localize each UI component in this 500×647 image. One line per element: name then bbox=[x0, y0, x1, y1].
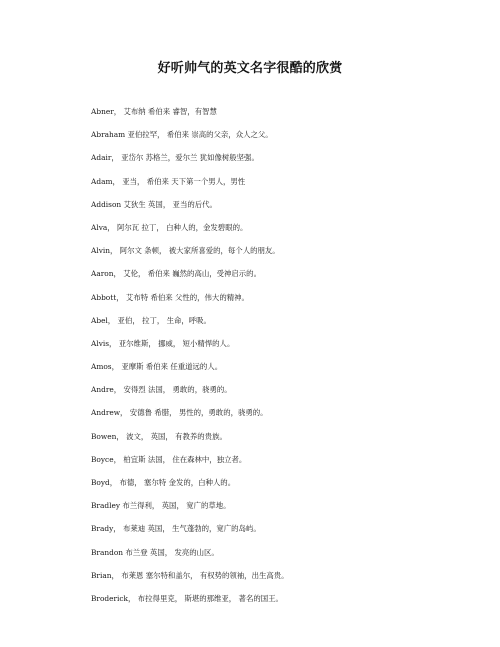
list-item: Broderick， 布拉得里克， 斯堪的那维亚， 著名的国王。 bbox=[91, 593, 283, 603]
list-item: Bradley 布兰得利， 英国， 宽广的草地。 bbox=[91, 501, 231, 511]
list-item: Boyce， 柏宜斯 法国， 住在森林中，独立者。 bbox=[91, 454, 247, 464]
list-item: Alva， 阿尔瓦 拉丁， 白种人的，金发碧眼的。 bbox=[91, 222, 248, 232]
list-item: Abel， 亚伯， 拉丁， 生命，呼吸。 bbox=[91, 315, 211, 325]
list-item: Bowen， 波文， 英国， 有教养的贵族。 bbox=[91, 431, 227, 441]
list-item: Adam， 亚当， 希伯来 天下第一个男人，男性 bbox=[91, 176, 246, 186]
list-item: Alvis， 亚尔维斯， 挪威， 短小精悍的人。 bbox=[91, 338, 235, 348]
page-title: 好听帅气的英文名字很酷的欣赏 bbox=[157, 61, 343, 76]
list-item: Alvin， 阿尔文 条顿， 被大家所喜爱的，每个人的朋友。 bbox=[91, 246, 280, 256]
list-item: Addison 艾狄生 英国， 亚当的后代。 bbox=[91, 199, 217, 209]
list-item: Brandon 布兰登 英国， 发亮的山区。 bbox=[91, 547, 219, 557]
list-item: Andrew， 安德鲁 希腊， 男性的，勇敢的，骁勇的。 bbox=[91, 408, 268, 418]
list-item: Boyd， 布德， 塞尔特 金发的，白种人的。 bbox=[91, 478, 236, 487]
list-item: Amos， 亚摩斯 希伯来 任重道远的人。 bbox=[91, 362, 223, 372]
name-list bbox=[91, 100, 471, 610]
list-item: Abbott， 艾布特 希伯来 父性的，伟大的精神。 bbox=[91, 292, 249, 302]
list-item: Abner， 艾布纳 希伯来 睿智，有智慧 bbox=[91, 107, 217, 116]
list-item: Abraham 亚伯拉罕， 希伯来 崇高的父亲，众人之父。 bbox=[91, 130, 273, 140]
list-item: Brady， 布莱迪 英国， 生气蓬勃的，宽广的岛屿。 bbox=[91, 524, 261, 534]
list-item: Adair， 亚岱尔 苏格兰，爱尔兰 犹如像树般坚强。 bbox=[91, 153, 259, 163]
list-item: Aaron， 艾伦， 希伯来 巍然的高山，受神启示的。 bbox=[91, 269, 261, 279]
list-item: Brian， 布莱恩 塞尔特和盖尔， 有权势的领袖，出生高贵。 bbox=[91, 570, 289, 580]
list-item: Andre， 安得烈 法国， 勇敢的，骁勇的。 bbox=[91, 385, 232, 395]
